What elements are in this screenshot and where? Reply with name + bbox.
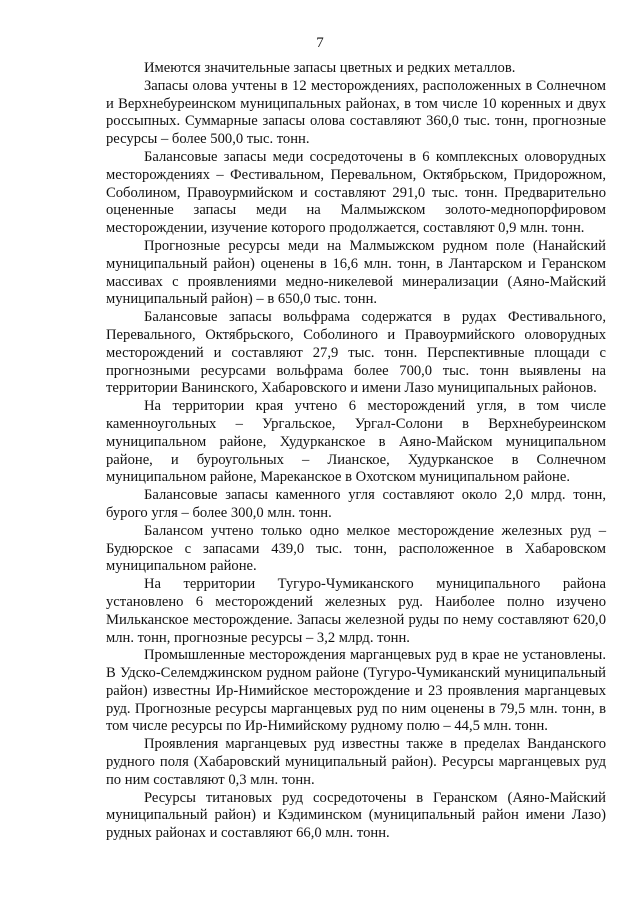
page-number: 7 (316, 35, 324, 51)
paragraph-iron-budyur: Балансом учтено только одно мелкое месторождение железных руд – Будюрское с запасами 439,0 тыс. тонн, расположенное в Хабаровском муниципальном районе. (106, 522, 606, 575)
paragraph-coal-reserves: Балансовые запасы каменного угля составляют около 2,0 млрд. тонн, бурого угля – более 300,0 млн. тонн. (106, 487, 606, 521)
paragraph-copper-reserves: Балансовые запасы меди сосредоточены в 6 комплексных оловорудных месторождениях – Фестивальном, Перевальном, Октябрьском, Придорожном, Соболином, Правоурмийском и составляют 291,0 тыс. тонн. Предварительно оцененные запасы меди на Малмыжском золото-меднопорфировом месторождении, изучение которого продолжается, составляют 0,9 млн. тонн. (106, 148, 606, 237)
paragraph-copper-resources: Прогнозные ресурсы меди на Малмыжском рудном поле (Нанайский муниципальный район) оценены в 16,6 млн. тонн, в Лантарском и Геранском массивах с проявлениями медно-никелевой минерализации (Аяно-Майский муниципальный район) – в 650,0 тыс. тонн. (106, 237, 606, 308)
paragraph-titanium: Ресурсы титановых руд сосредоточены в Геранском (Аяно-Майский муниципальный район) и Кэдиминском (муниципальный район имени Лазо) рудных районах и составляют 66,0 млн. тонн. (106, 789, 606, 842)
document-body (106, 60, 606, 843)
paragraph-coal-deposits: На территории края учтено 6 месторождений угля, в том числе каменноугольных – Ургальское, Ургал-Солони в Верхнебуреинском муниципальном районе, Худурканское в Аяно-Майском муниципальном районе, и буроугольных – Лианское, Худурканское в Солнечном муниципальном районе, Мареканское в Охотском муниципальном районе. (106, 398, 606, 486)
paragraph-iron-tuguro: На территории Тугуро-Чумиканского муниципального района установлено 6 месторождений железных руд. Наиболее полно изучено Мильканское месторождение. Запасы железной руды по нему составляют 620,0 млн. тонн, прогнозные ресурсы – 3,2 млрд. тонн. (106, 576, 606, 646)
paragraph-manganese-vandan: Проявления марганцевых руд известны также в пределах Ванданского рудного поля (Хабаровский муниципальный район). Ресурсы марганцевых руд по ним составляют 0,3 млн. тонн. (106, 736, 606, 788)
paragraph-manganese: Промышленные месторождения марганцевых руд в крае не установлены. В Удско-Селемджинском рудном районе (Тугуро-Чумиканский муниципальный район) известны Ир-Нимийское месторождение и 23 проявления марганцевых руд. Прогнозные ресурсы марганцевых руд по ним оценены в 79,5 млн. тонн, в том числе ресурсы по Ир-Нимийскому рудному полю – 44,5 млн. тонн. (106, 647, 606, 735)
paragraph-metals-intro: Имеются значительные запасы цветных и редких металлов. (144, 60, 516, 76)
paragraph-tungsten: Балансовые запасы вольфрама содержатся в рудах Фестивального, Перевального, Октябрьского, Соболиного и Правоурмийского оловорудных месторождений и составляют 27,9 тыс. тонн. Перспективные площади с прогнозными ресурсами вольфрама более 700,0 тыс. тонн выявлены на территории Ванинского, Хабаровского и имени Лазо муниципальных районов. (106, 309, 606, 397)
paragraph-tin-reserves: Запасы олова учтены в 12 месторождениях, расположенных в Солнечном и Верхнебуреинском муниципальных районах, в том числе 10 коренных и двух россыпных. Суммарные запасы олова составляют 360,0 тыс. тонн, прогнозные ресурсы – более 500,0 тыс. тонн. (106, 77, 606, 148)
